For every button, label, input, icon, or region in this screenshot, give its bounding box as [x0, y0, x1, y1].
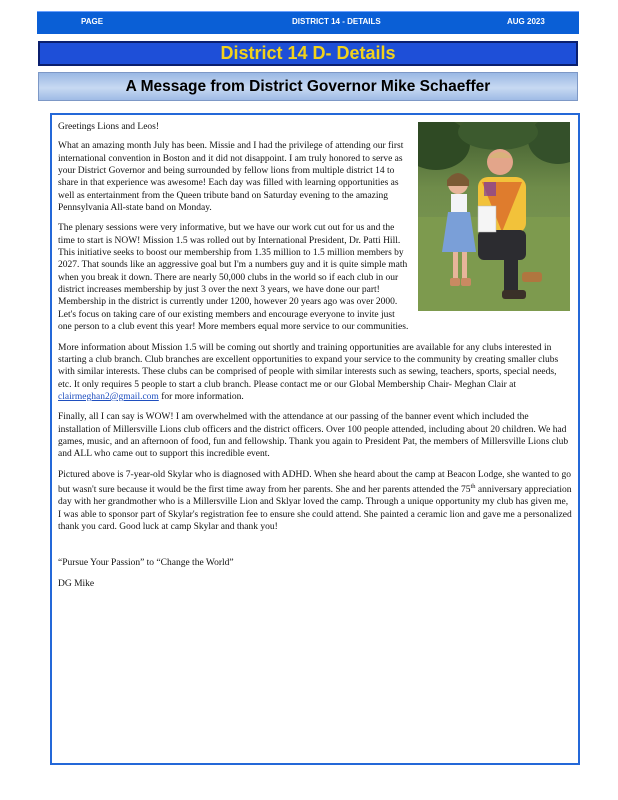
letter-paragraph-3 — [58, 342, 572, 404]
email-link[interactable]: clairmeghan2@gmail.com — [58, 391, 159, 402]
page-subtitle: A Message from District Governor Mike Schaeffer — [38, 72, 578, 101]
governor-with-skylar-photo — [418, 122, 570, 311]
page-title: District 14 D- Details — [38, 41, 578, 66]
letter-greeting: Greetings Lions and Leos! — [58, 122, 160, 132]
letter-signature: DG Mike — [58, 578, 95, 589]
header-section: DISTRICT 14 - DETAILS — [292, 17, 381, 26]
paragraph-5-text-b: anniversary appreciation day with her grandmother who is a Millersville Lion and Sklyar loved the camp. Through a unique opportunity my club has given me, I was able to sponsor part of Skylar's registration fee to ensure she could attend. She painted a ceramic lion and gave me a personalized thank you card. Good luck at camp Skylar and thank you! — [58, 485, 572, 533]
page-header-bar — [37, 11, 579, 34]
paragraph-3-text: More information about Mission 1.5 will be coming out shortly and training opportunities are available for any clubs interested in starting a club branch. Club branches are excellent opportunities to expand your service to the community by creating smaller clubs with similar interests. These clubs can be comprised of people with similar interests such as sewing, teachers, sports, special needs, etc. It only requires 5 people to start a club branch. Please contact me or our Global Membership Chair- Meghan Clair at — [58, 342, 559, 390]
paragraph-5-superscript: th — [470, 482, 476, 490]
letter-paragraph-4: Finally, all I can say is WOW! I am overwhelmed with the attendance at our passing of the banner event which included the installation of Millersville Lions club officers and the district officers. Over 100 people attended, including about 20 children. We had games, music, and an afternoon of food, fun and fellowship. Thank you again to President Pat, the members of Millersville Lions club and ALL who came out to support this incredible event. — [58, 412, 569, 460]
paragraph-5-text-a: Pictured above is 7-year-old Skylar who is diagnosed with ADHD. When she heard about the camp at Beacon Lodge, she wanted to go but wasn't sure because it would be the first time away from her parents. She and her parents attended the 75 — [58, 469, 572, 496]
letter-paragraph-5 — [58, 469, 572, 534]
letter-motto: “Pursue Your Passion” to “Change the World” — [58, 558, 234, 569]
photo-illustration — [418, 122, 570, 311]
letter-paragraph-1: What an amazing month July has been. Missie and I had the privilege of attending our first international convention in Boston and it did not disappoint. I am truly honored to serve as your District Governor and being surrounded by fellow lions from multiple district 14 to share in that experience was awesome! Each day was filled with learning opportunities as well as entertainment from the Queen tribute band on Saturday evening to the amazing Pennsylvania All-state band on Monday. — [58, 141, 404, 214]
header-date: AUG 2023 — [507, 17, 545, 26]
paragraph-3-end: for more information. — [158, 391, 244, 402]
header-page-label: PAGE — [81, 17, 104, 26]
letter-frame — [50, 113, 580, 765]
letter-paragraph-2: The plenary sessions were very informative, but we have our work cut out for us and the time to start is NOW! Mission 1.5 was rolled out by International President, Dr. Patti Hill. This initiative seeks to boost our membership from 1.35 million to 1.5 million members by 2027. That sounds like an aggressive goal but I'm a numbers guy and it is quite simple math when you break it down. There are nearly 50,000 clubs in the world so if each club in our district increases membership by just 3 over the next 3 years, we have done our part! Membership in the district is currently under 1200, however 20 years ago was over 2000. Let's focus on taking care of our existing members and encourage everyone to invite just one person to a club event this year! More members equal more service to our communities. — [58, 223, 409, 333]
spacer — [58, 541, 572, 557]
